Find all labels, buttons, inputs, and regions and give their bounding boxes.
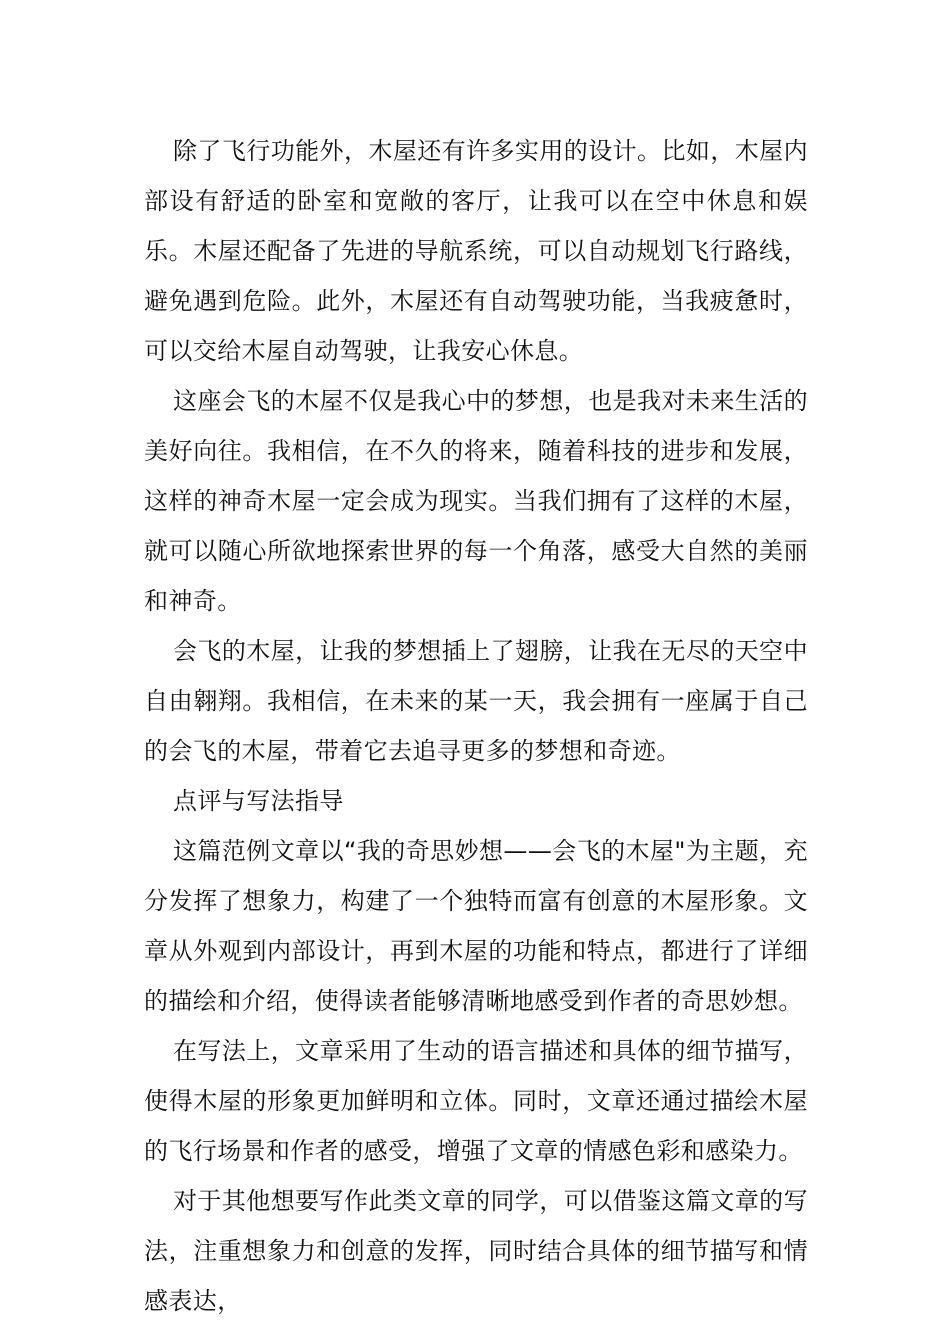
paragraph-review-writing: 在写法上，文章采用了生动的语言描述和具体的细节描写，使得木屋的形象更加鲜明和立体。同时，文章还通过描绘木屋的飞行场景和作者的感受，增强了文章的情感色彩和感染力。 — [144, 1037, 808, 1165]
paragraph-dream-future: 这座会飞的木屋不仅是我心中的梦想，也是我对未来生活的美好向往。我相信，在不久的将来，随着科技的进步和发展，这样的神奇木屋一定会成为现实。当我们拥有了这样的木屋，就可以随心所欲地探索世界的每一个角落，感受大自然的美丽和神奇。 — [144, 387, 808, 615]
paragraph-dream-wings: 会飞的木屋，让我的梦想插上了翅膀，让我在无尽的天空中自由翱翔。我相信，在未来的某一天，我会拥有一座属于自己的会飞的木屋，带着它去追寻更多的梦想和奇迹。 — [144, 637, 808, 765]
section-heading: 点评与写法指导 — [173, 787, 344, 815]
paragraph-review-advice: 对于其他想要写作此类文章的同学，可以借鉴这篇文章的写法，注重想象力和创意的发挥，同时结合具体的细节描写和情感表达， — [144, 1187, 808, 1315]
paragraph-review-theme: 这篇范例文章以“我的奇思妙想——会飞的木屋"为主题，充分发挥了想象力，构建了一个独特而富有创意的木屋形象。文章从外观到内部设计，再到木屋的功能和特点，都进行了详细的描绘和介绍，使得读者能够清晰地感受到作者的奇思妙想。 — [144, 837, 808, 1015]
document-page — [144, 126, 808, 1326]
paragraph-flying-features: 除了飞行功能外，木屋还有许多实用的设计。比如，木屋内部设有舒适的卧室和宽敞的客厅，让我可以在空中休息和娱乐。木屋还配备了先进的导航系统，可以自动规划飞行路线，避免遇到危险。此外，木屋还有自动驾驶功能，当我疲惫时，可以交给木屋自动驾驶，让我安心休息。 — [144, 137, 808, 365]
